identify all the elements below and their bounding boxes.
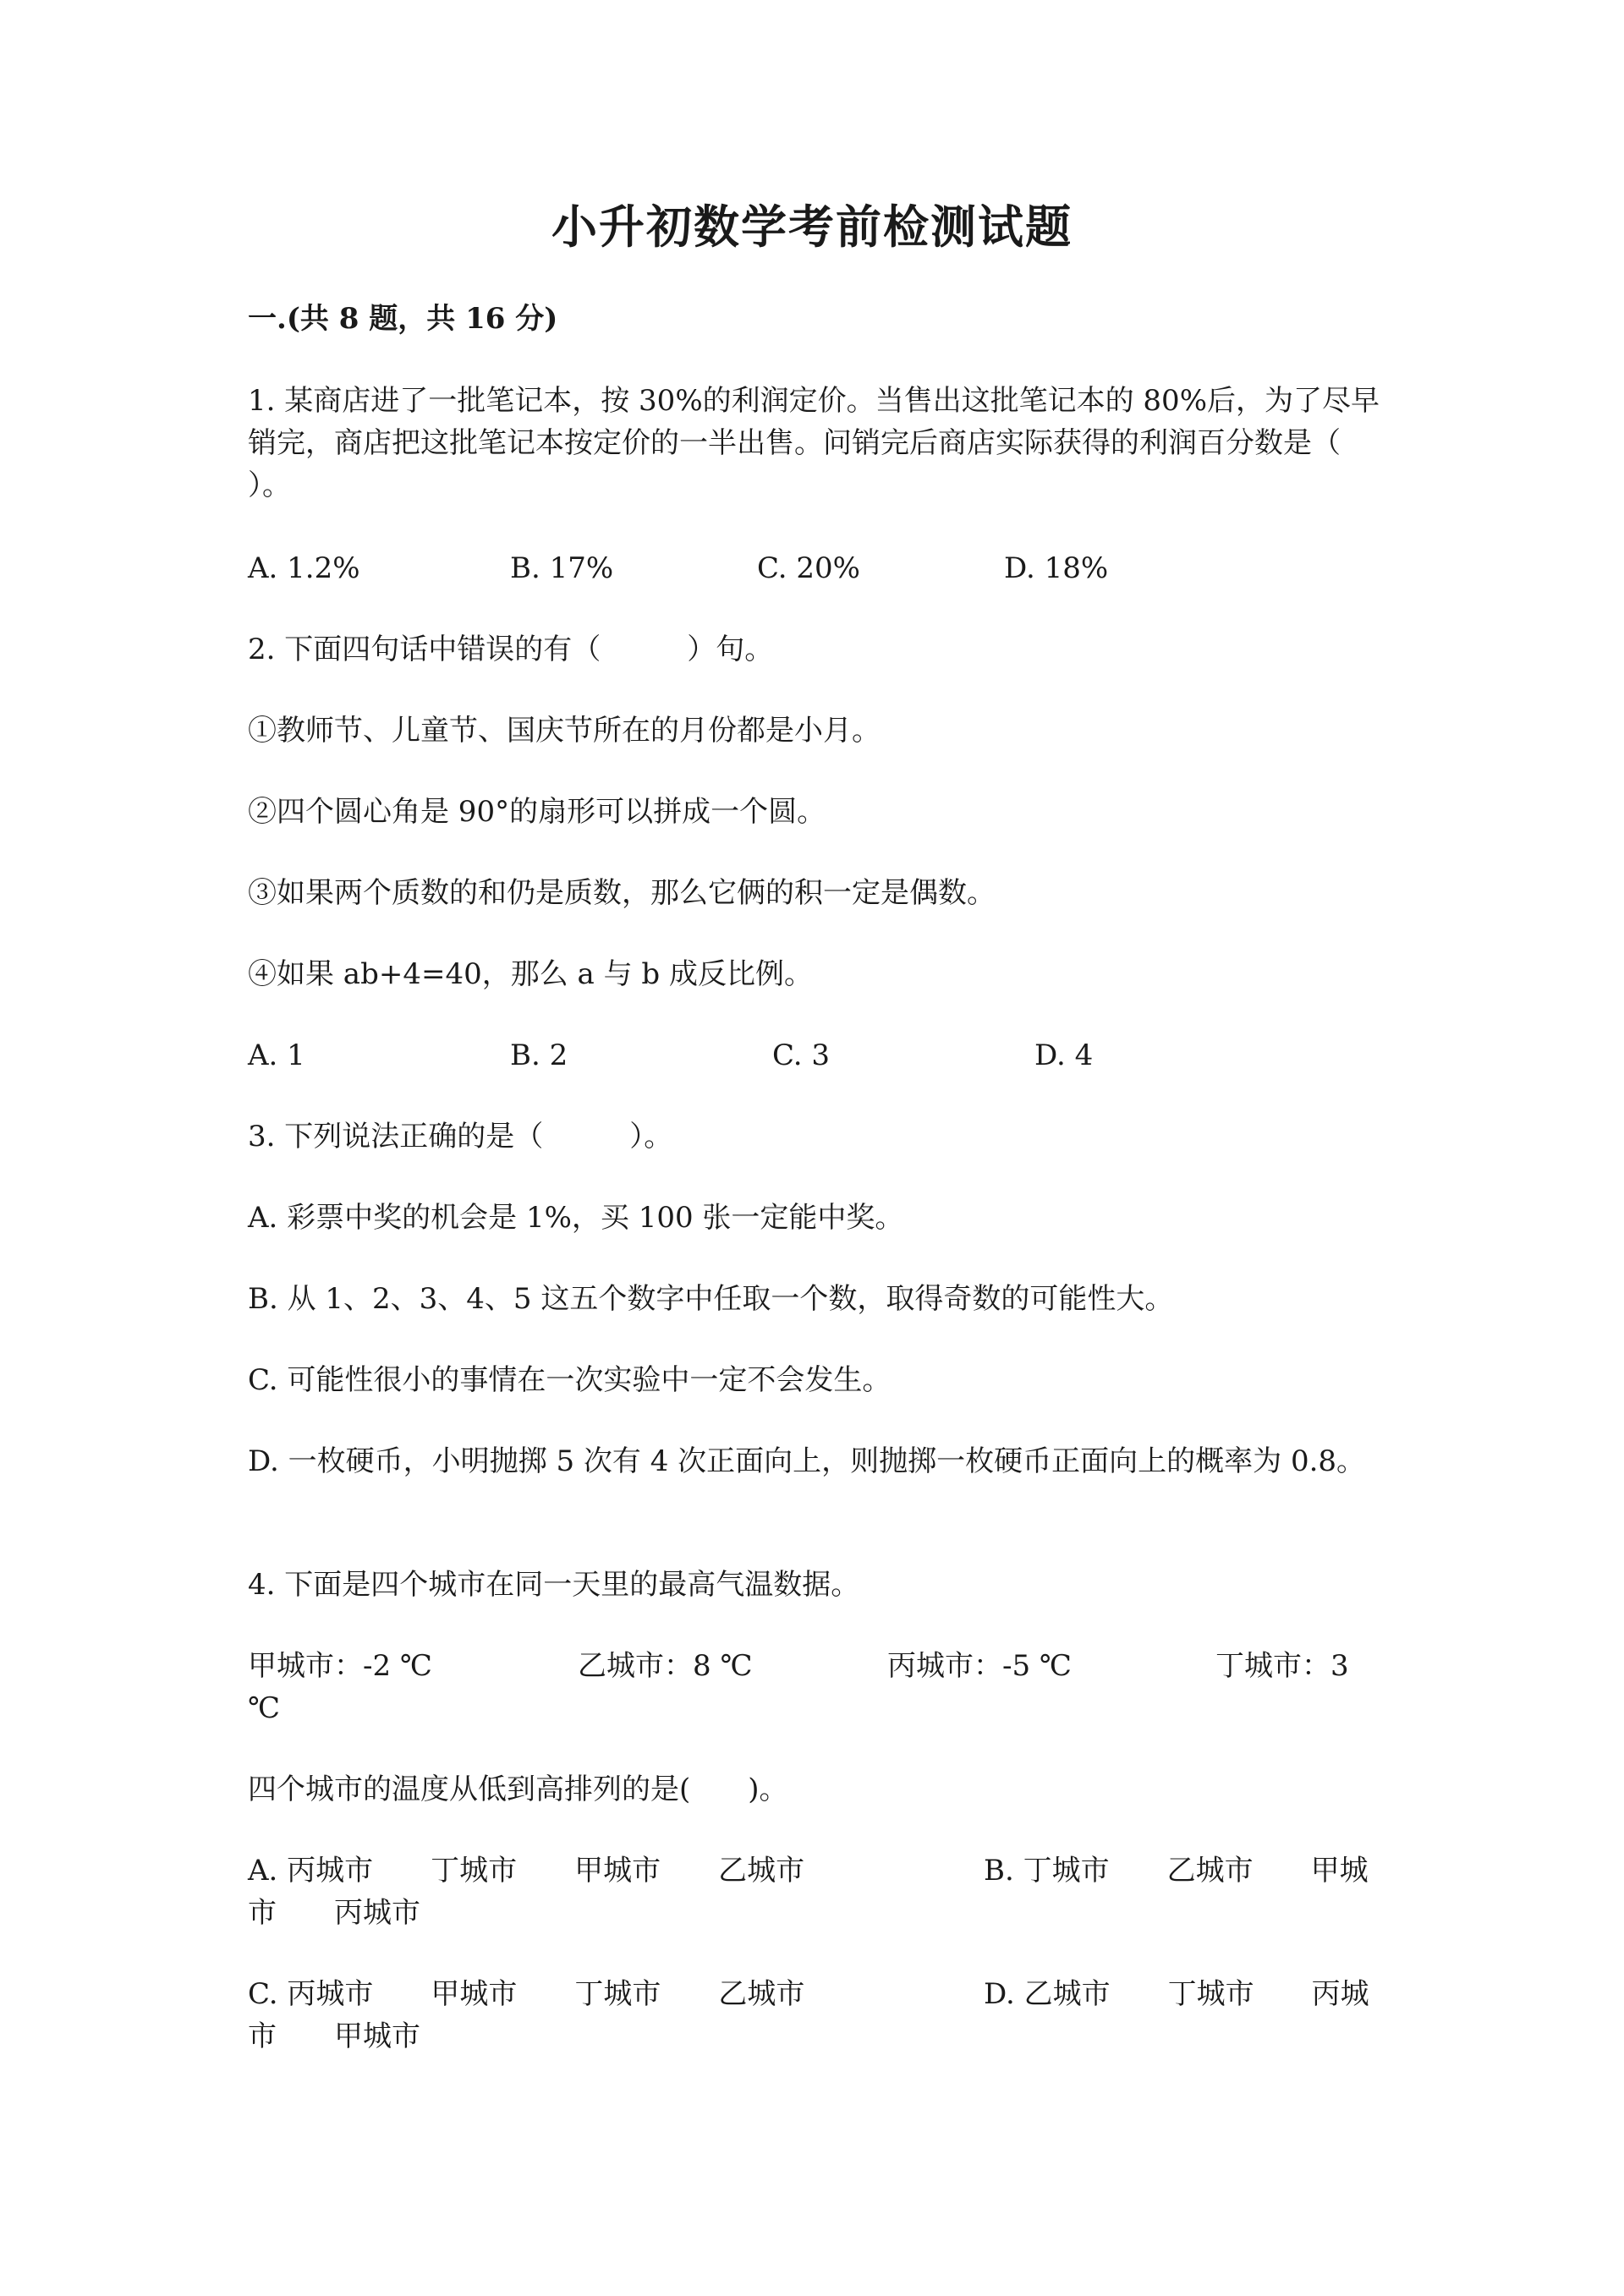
q2-option-a: A. 1 [248, 1038, 305, 1072]
section-heading: 一.(共 8 题，共 16 分) [248, 302, 558, 336]
q4-option-d-continued: 市 甲城市 [248, 2019, 420, 2053]
q1-option-d: D. 18% [1004, 551, 1109, 585]
q1-option-b: B. 17% [510, 551, 614, 585]
q4-option-b: B. 丁城市 乙城市 甲城 [984, 1854, 1369, 1888]
q2-statement-1: ①教师节、儿童节、国庆节所在的月份都是小月。 [248, 714, 881, 748]
q4-city-jia: 甲城市：-2 ℃ [248, 1649, 432, 1683]
q3-option-b: B. 从 1、2、3、4、5 这五个数字中任取一个数，取得奇数的可能性大。 [248, 1282, 1174, 1316]
q1-option-c: C. 20% [757, 551, 860, 585]
q4-option-b-continued: 市 丙城市 [248, 1896, 420, 1930]
q4-option-a: A. 丙城市 丁城市 甲城市 乙城市 [248, 1854, 805, 1888]
q2-option-d: D. 4 [1034, 1038, 1094, 1072]
q4-question: 四个城市的温度从低到高排列的是( )。 [248, 1773, 788, 1806]
question-4-stem: 4. 下面是四个城市在同一天里的最高气温数据。 [248, 1568, 860, 1602]
question-1-stem: 1. 某商店进了一批笔记本，按 30%的利润定价。当售出这批笔记本的 80%后，为了尽早销完，商店把这批笔记本按定价的一半出售。问销完后商店实际获得的利润百分数是（ ）。 [248, 384, 1427, 502]
question-3-stem: 3. 下列说法正确的是（ ）。 [248, 1120, 673, 1153]
q2-option-b: B. 2 [510, 1038, 568, 1072]
q3-option-a: A. 彩票中奖的机会是 1%，买 100 张一定能中奖。 [248, 1201, 904, 1235]
q3-option-d: D. 一枚硬币，小明抛掷 5 次有 4 次正面向上，则抛掷一枚硬币正面向上的概率为 0.8。 [248, 1444, 1366, 1478]
q4-city-ding-unit: ℃ [248, 1691, 281, 1725]
q2-statement-2: ②四个圆心角是 90°的扇形可以拼成一个圆。 [248, 795, 826, 829]
q4-city-yi: 乙城市：8 ℃ [578, 1649, 753, 1683]
q2-statement-3: ③如果两个质数的和仍是质数，那么它俩的积一定是偶数。 [248, 876, 996, 910]
q2-statement-4: ④如果 ab+4=40，那么 a 与 b 成反比例。 [248, 957, 813, 991]
q2-option-c: C. 3 [772, 1038, 831, 1072]
q1-option-a: A. 1.2% [248, 551, 360, 585]
q4-option-d: D. 乙城市 丁城市 丙城 [984, 1977, 1369, 2011]
question-2-stem: 2. 下面四句话中错误的有（ ）句。 [248, 633, 774, 666]
q3-option-c: C. 可能性很小的事情在一次实验中一定不会发生。 [248, 1363, 892, 1397]
q4-option-c: C. 丙城市 甲城市 丁城市 乙城市 [248, 1977, 805, 2011]
q4-city-bing: 丙城市：-5 ℃ [887, 1649, 1072, 1683]
page-title: 小升初数学考前检测试题 [551, 200, 1073, 254]
q4-city-ding: 丁城市：3 [1215, 1649, 1349, 1683]
